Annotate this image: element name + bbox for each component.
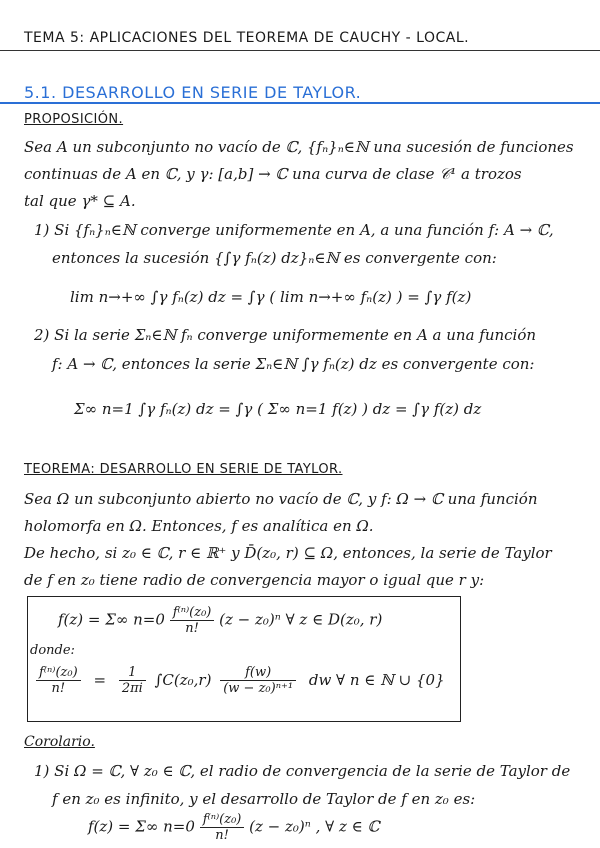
taylor-eq-fraction: [170, 605, 215, 636]
page-header-title: TEMA 5: APLICACIONES DEL TEOREMA DE CAUCHY - LOCAL.: [24, 30, 470, 46]
proposition-item-1-equation: lim n→+∞ ∫γ fₙ(z) dz = ∫γ ( lim n→+∞ fₙ(z) ) = ∫γ f(z): [70, 288, 472, 306]
corollary-eq-numerator: f⁽ⁿ⁾(z₀): [200, 812, 245, 828]
header-divider: [0, 50, 600, 51]
proposition-intro-line-3: tal que γ* ⊆ A.: [24, 192, 136, 210]
taylor-eq-rhs: (z − z₀)ⁿ ∀ z ∈ D(z₀, r): [219, 610, 383, 629]
donde-label: donde:: [30, 643, 75, 658]
coef-lhs-denominator: n!: [51, 681, 66, 696]
coef-lhs-fraction: [36, 665, 81, 696]
coef-rhs: dw ∀ n ∈ ℕ ∪ {0}: [308, 670, 445, 689]
coef-const-denominator: 2πi: [121, 681, 143, 696]
proposition-intro-line-1: Sea A un subconjunto no vacío de ℂ, {fₙ}ₙ∈ℕ una sucesión de funciones: [24, 138, 574, 156]
coef-integral: ∫C(z₀,r): [154, 670, 212, 689]
coef-integrand-numerator: f(w): [220, 665, 296, 681]
section-title: 5.1. DESARROLLO EN SERIE DE TAYLOR.: [24, 83, 362, 102]
proposition-intro-line-2: continuas de A en ℂ, y γ: [a,b] → ℂ una curva de clase 𝒞¹ a trozos: [24, 165, 522, 183]
coefficient-equation: [36, 665, 445, 696]
theorem-line-1: Sea Ω un subconjunto abierto no vacío de ℂ, y f: Ω → ℂ una función: [24, 490, 538, 508]
proposition-heading: PROPOSICIÓN.: [24, 112, 124, 127]
coef-lhs-numerator: f⁽ⁿ⁾(z₀): [36, 665, 81, 681]
corollary-eq-lhs: f(z) = Σ∞ n=0: [88, 817, 195, 836]
corollary-equation: [88, 812, 379, 843]
section-underline: [0, 102, 600, 104]
coef-const-fraction: [119, 665, 146, 696]
taylor-eq-denominator: n!: [185, 621, 199, 636]
theorem-line-2: holomorfa en Ω. Entonces, f es analítica en Ω.: [24, 517, 374, 535]
corollary-line-2: f en z₀ es infinito, y el desarrollo de Taylor de f en z₀ es:: [52, 790, 476, 808]
coef-integrand-denominator: (w − z₀)ⁿ⁺¹: [223, 681, 294, 696]
coef-equals: =: [93, 670, 107, 689]
corollary-heading: Corolario.: [24, 734, 95, 750]
proposition-item-1-line-1: 1) Si {fₙ}ₙ∈ℕ converge uniformemente en A, a una función f: A → ℂ,: [34, 221, 554, 239]
coef-const-numerator: 1: [119, 665, 146, 681]
proposition-item-2-line-2: f: A → ℂ, entonces la serie Σₙ∈ℕ ∫γ fₙ(z) dz es convergente con:: [52, 355, 535, 373]
corollary-line-1: 1) Si Ω = ℂ, ∀ z₀ ∈ ℂ, el radio de convergencia de la serie de Taylor de: [34, 762, 571, 780]
proposition-item-1-line-2: entonces la sucesión {∫γ fₙ(z) dz}ₙ∈ℕ es convergente con:: [52, 249, 497, 267]
coef-integrand-fraction: [220, 665, 296, 696]
corollary-eq-fraction: [200, 812, 245, 843]
theorem-heading: TEOREMA: DESARROLLO EN SERIE DE TAYLOR.: [24, 462, 343, 477]
theorem-line-4: de f en z₀ tiene radio de convergencia mayor o igual que r y:: [24, 571, 485, 589]
proposition-item-2-equation: Σ∞ n=1 ∫γ fₙ(z) dz = ∫γ ( Σ∞ n=1 f(z) ) dz = ∫γ f(z) dz: [74, 400, 482, 418]
taylor-eq-lhs: f(z) = Σ∞ n=0: [58, 610, 165, 629]
taylor-eq-numerator: f⁽ⁿ⁾(z₀): [170, 605, 215, 621]
theorem-line-3: De hecho, si z₀ ∈ ℂ, r ∈ ℝ⁺ y D̄(z₀, r) ⊆ Ω, entonces, la serie de Taylor: [24, 544, 552, 562]
taylor-formula-box: [27, 596, 461, 722]
taylor-series-equation: [58, 605, 382, 636]
proposition-item-2-line-1: 2) Si la serie Σₙ∈ℕ fₙ converge uniformemente en A a una función: [34, 326, 537, 344]
corollary-eq-denominator: n!: [215, 828, 229, 843]
corollary-eq-rhs: (z − z₀)ⁿ , ∀ z ∈ ℂ: [249, 817, 380, 836]
